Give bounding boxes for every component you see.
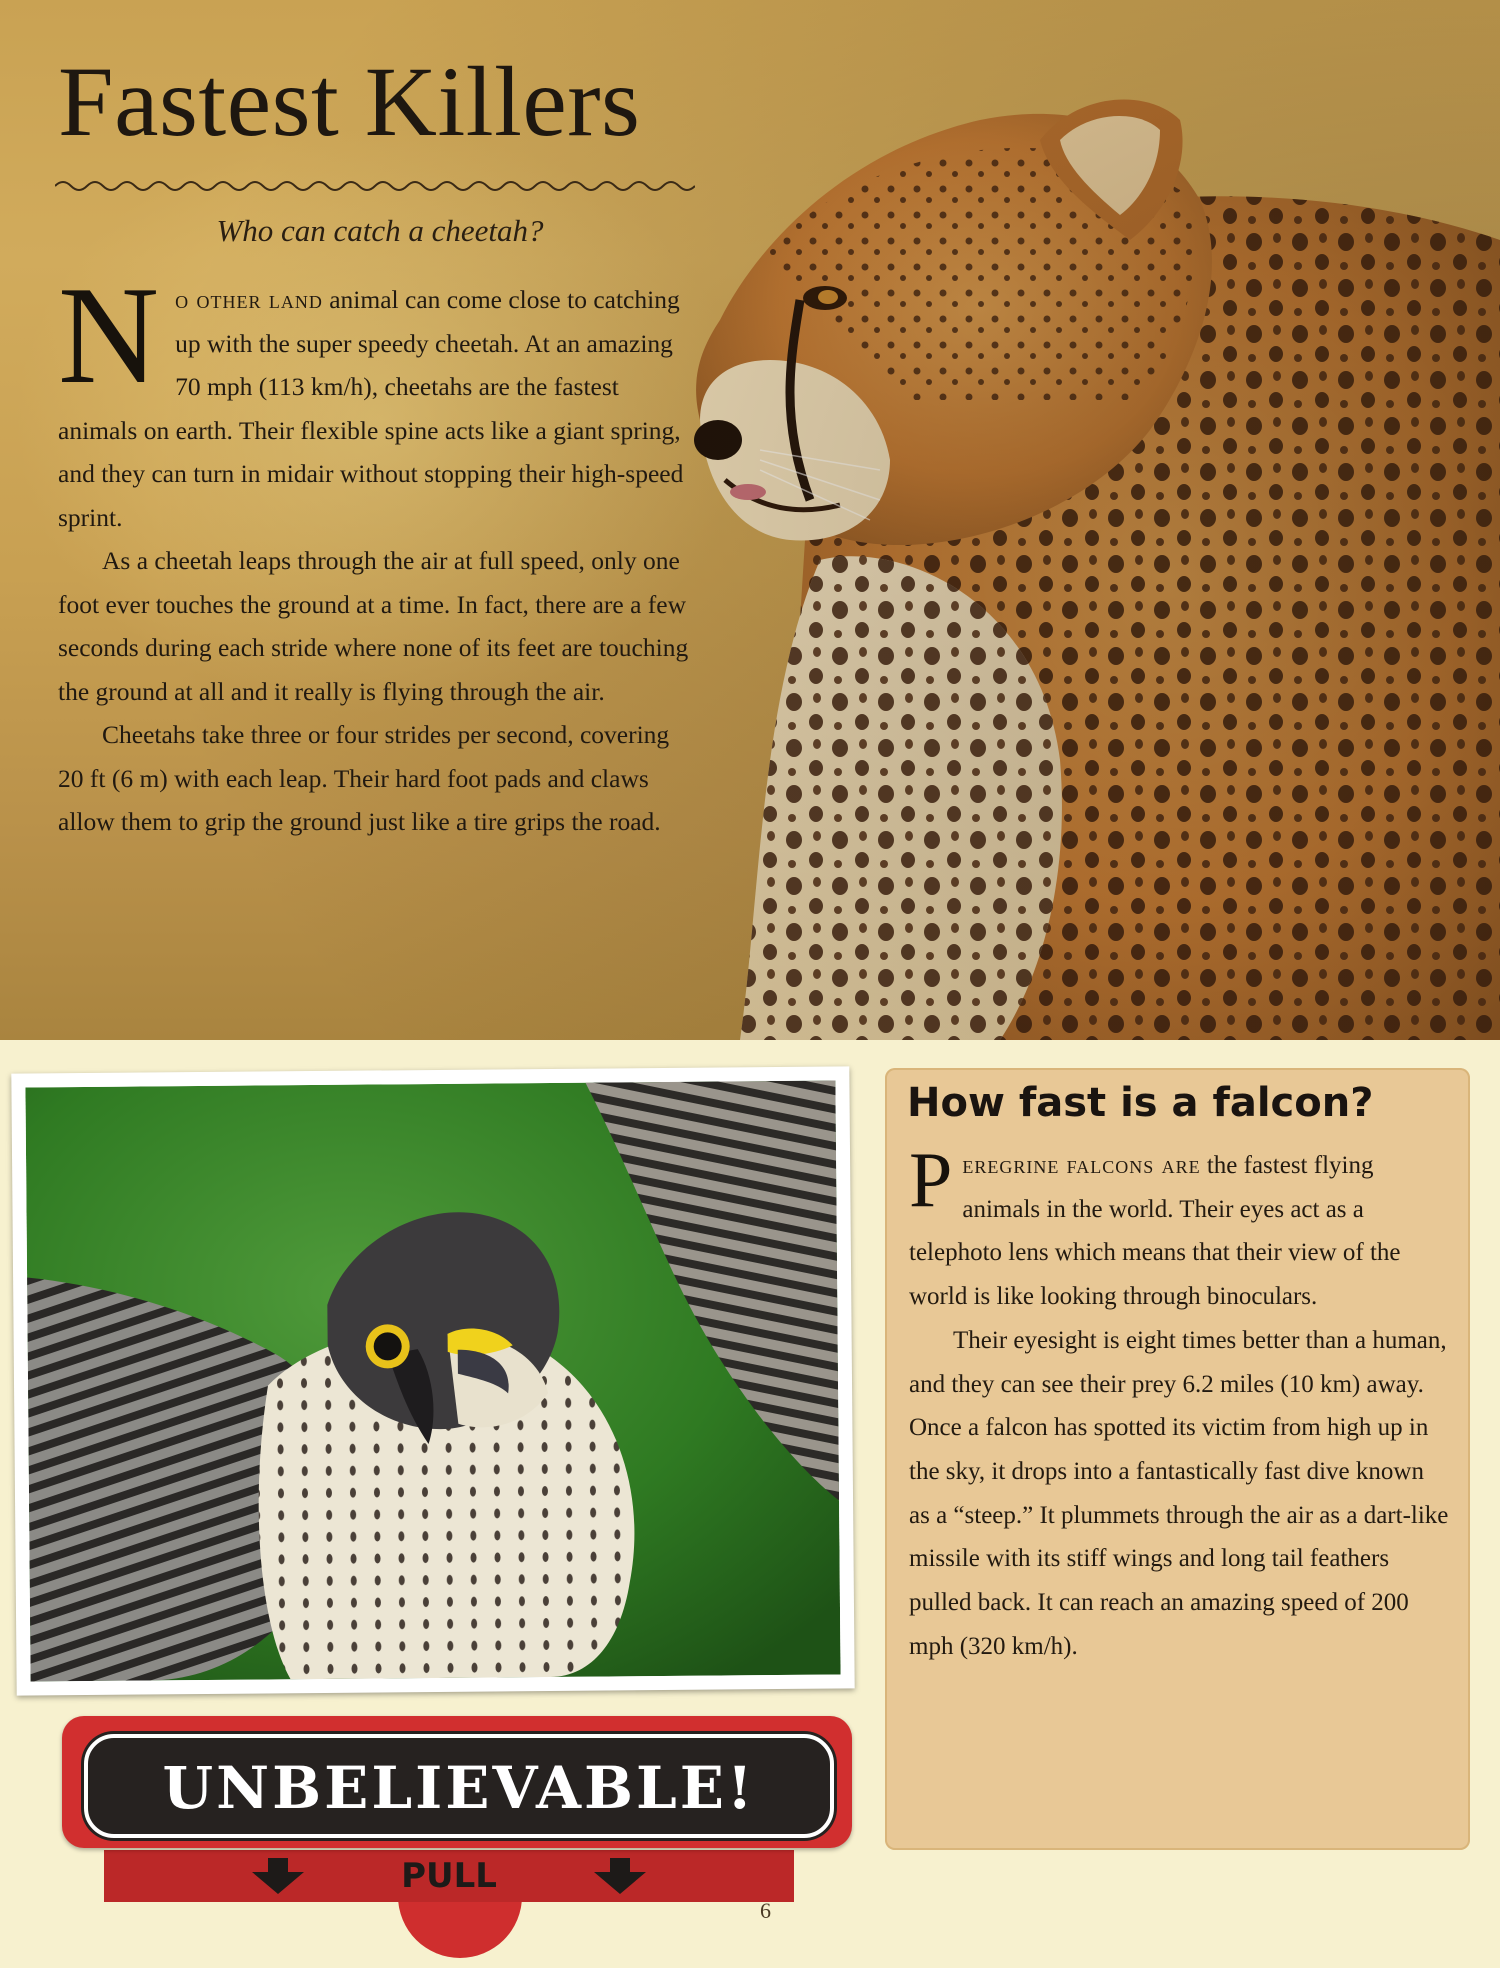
paragraph-text: the fastest flying animals in the world. Their eyes act as a telephoto lens which means that their view of the world is like looking through binoculars. [909, 1152, 1401, 1311]
cheetah-paragraph-1 [58, 258, 698, 539]
arrow-down-icon [592, 1858, 648, 1894]
cheetah-paragraph-3: Cheetahs take three or four strides per second, covering 20 ft (6 m) with each leap. Their hard foot pads and claws allow them to grip the ground just like a tire grips the road. [58, 720, 670, 836]
unbelievable-label-panel [84, 1734, 834, 1838]
unbelievable-label: UNBELIEVABLE! [162, 1754, 756, 1822]
paragraph-text: animal can come close to catching up with the super speedy cheetah. At an amazing 70 mph (113 km/h), cheetahs are the fastest animals on earth. Their flexible spine acts like a giant spring, and they can turn in midair without stopping their high-speed sprint. [58, 285, 684, 532]
falcon-photo [25, 1080, 840, 1681]
falcon-sidebar [885, 1068, 1470, 1850]
page-number: 6 [760, 1898, 771, 1923]
title-divider [55, 178, 695, 194]
section-subtitle: Who can catch a cheetah? [216, 213, 544, 248]
lead-in: eregrine falcons are [962, 1152, 1201, 1179]
pull-strip[interactable] [104, 1850, 794, 1902]
falcon-paragraph-1 [909, 1136, 1449, 1319]
drop-cap: P [909, 1136, 953, 1223]
cheetah-paragraph-2: As a cheetah leaps through the air at full speed, only one foot ever touches the ground at a time. In fact, there are a few seconds during each stride where none of its feet are touching the ground at all and it really is flying through the air. [58, 546, 689, 706]
drop-cap: N [58, 258, 160, 413]
falcon-body [909, 1136, 1449, 1668]
cheetah-body [58, 258, 698, 844]
unbelievable-pull-tab[interactable] [62, 1716, 852, 1848]
falcon-paragraph-2: Their eyesight is eight times better than a human, and they can see their prey 6.2 miles (10 km) away. Once a falcon has spotted its victim from high up in the sky, it drops into a fantastically fast dive known as a “steep.” It plummets through the air as a dart-like missile with its stiff wings and long tail feathers pulled back. It can reach an amazing speed of 200 mph (320 km/h). [909, 1326, 1449, 1660]
page-title: Fastest Killers [58, 46, 641, 157]
falcon-photo-frame [11, 1066, 854, 1695]
lead-in: o other land [175, 285, 323, 314]
sidebar-heading: How fast is a falcon? [907, 1080, 1374, 1126]
pull-label: PULL [401, 1856, 497, 1896]
